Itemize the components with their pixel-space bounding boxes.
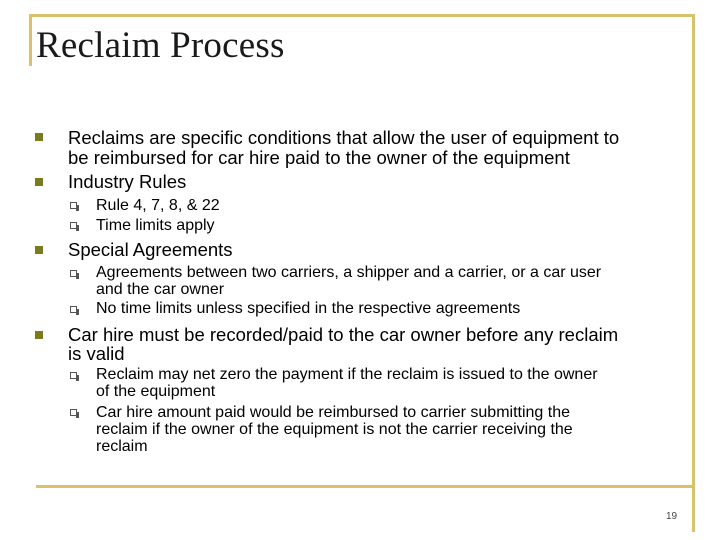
checkbox-bullet-icon (70, 306, 77, 313)
sub-bullet-line: and the car owner (96, 281, 225, 298)
sub-bullet-line: Reclaim may net zero the payment if the reclaim is issued to the owner (96, 366, 598, 383)
sub-bullet-line: of the equipment (96, 383, 216, 400)
sub-bullet-line: Rule 4, 7, 8, & 22 (96, 197, 220, 214)
sub-bullet-line: Time limits apply (96, 217, 215, 234)
frame-bottom-line (36, 485, 695, 488)
bullet-line: Special Agreements (68, 239, 233, 260)
square-bullet-icon (35, 178, 43, 186)
square-bullet-icon (35, 133, 43, 141)
checkbox-bullet-icon (70, 270, 77, 277)
checkbox-bullet-icon (70, 202, 77, 209)
bullet-line: Car hire must be recorded/paid to the car owner before any reclaim (68, 324, 619, 345)
sub-bullet-line: reclaim if the owner of the equipment is not the carrier receiving the (96, 421, 573, 438)
frame-right-line (692, 14, 695, 532)
bullet-line: Reclaims are specific conditions that allow the user of equipment to (68, 127, 620, 148)
sub-bullet-line: Car hire amount paid would be reimbursed to carrier submitting the (96, 404, 571, 421)
sub-bullet-line: Agreements between two carriers, a shipper and a carrier, or a car user (96, 264, 602, 281)
slide-title: Reclaim Process (36, 25, 285, 66)
square-bullet-icon (35, 246, 43, 254)
sub-bullet-line: No time limits unless specified in the respective agreements (96, 300, 521, 317)
bullet-line: is valid (68, 343, 125, 364)
checkbox-bullet-icon (70, 372, 77, 379)
square-bullet-icon (35, 331, 43, 339)
frame-left-line (29, 14, 32, 66)
bullet-line: be reimbursed for car hire paid to the owner of the equipment (68, 147, 570, 168)
checkbox-bullet-icon (70, 409, 77, 416)
sub-bullet-line: reclaim (96, 438, 148, 455)
page-number: 19 (666, 511, 678, 522)
checkbox-bullet-icon (70, 222, 77, 229)
frame-top-line (29, 14, 694, 17)
bullet-line: Industry Rules (68, 171, 187, 192)
